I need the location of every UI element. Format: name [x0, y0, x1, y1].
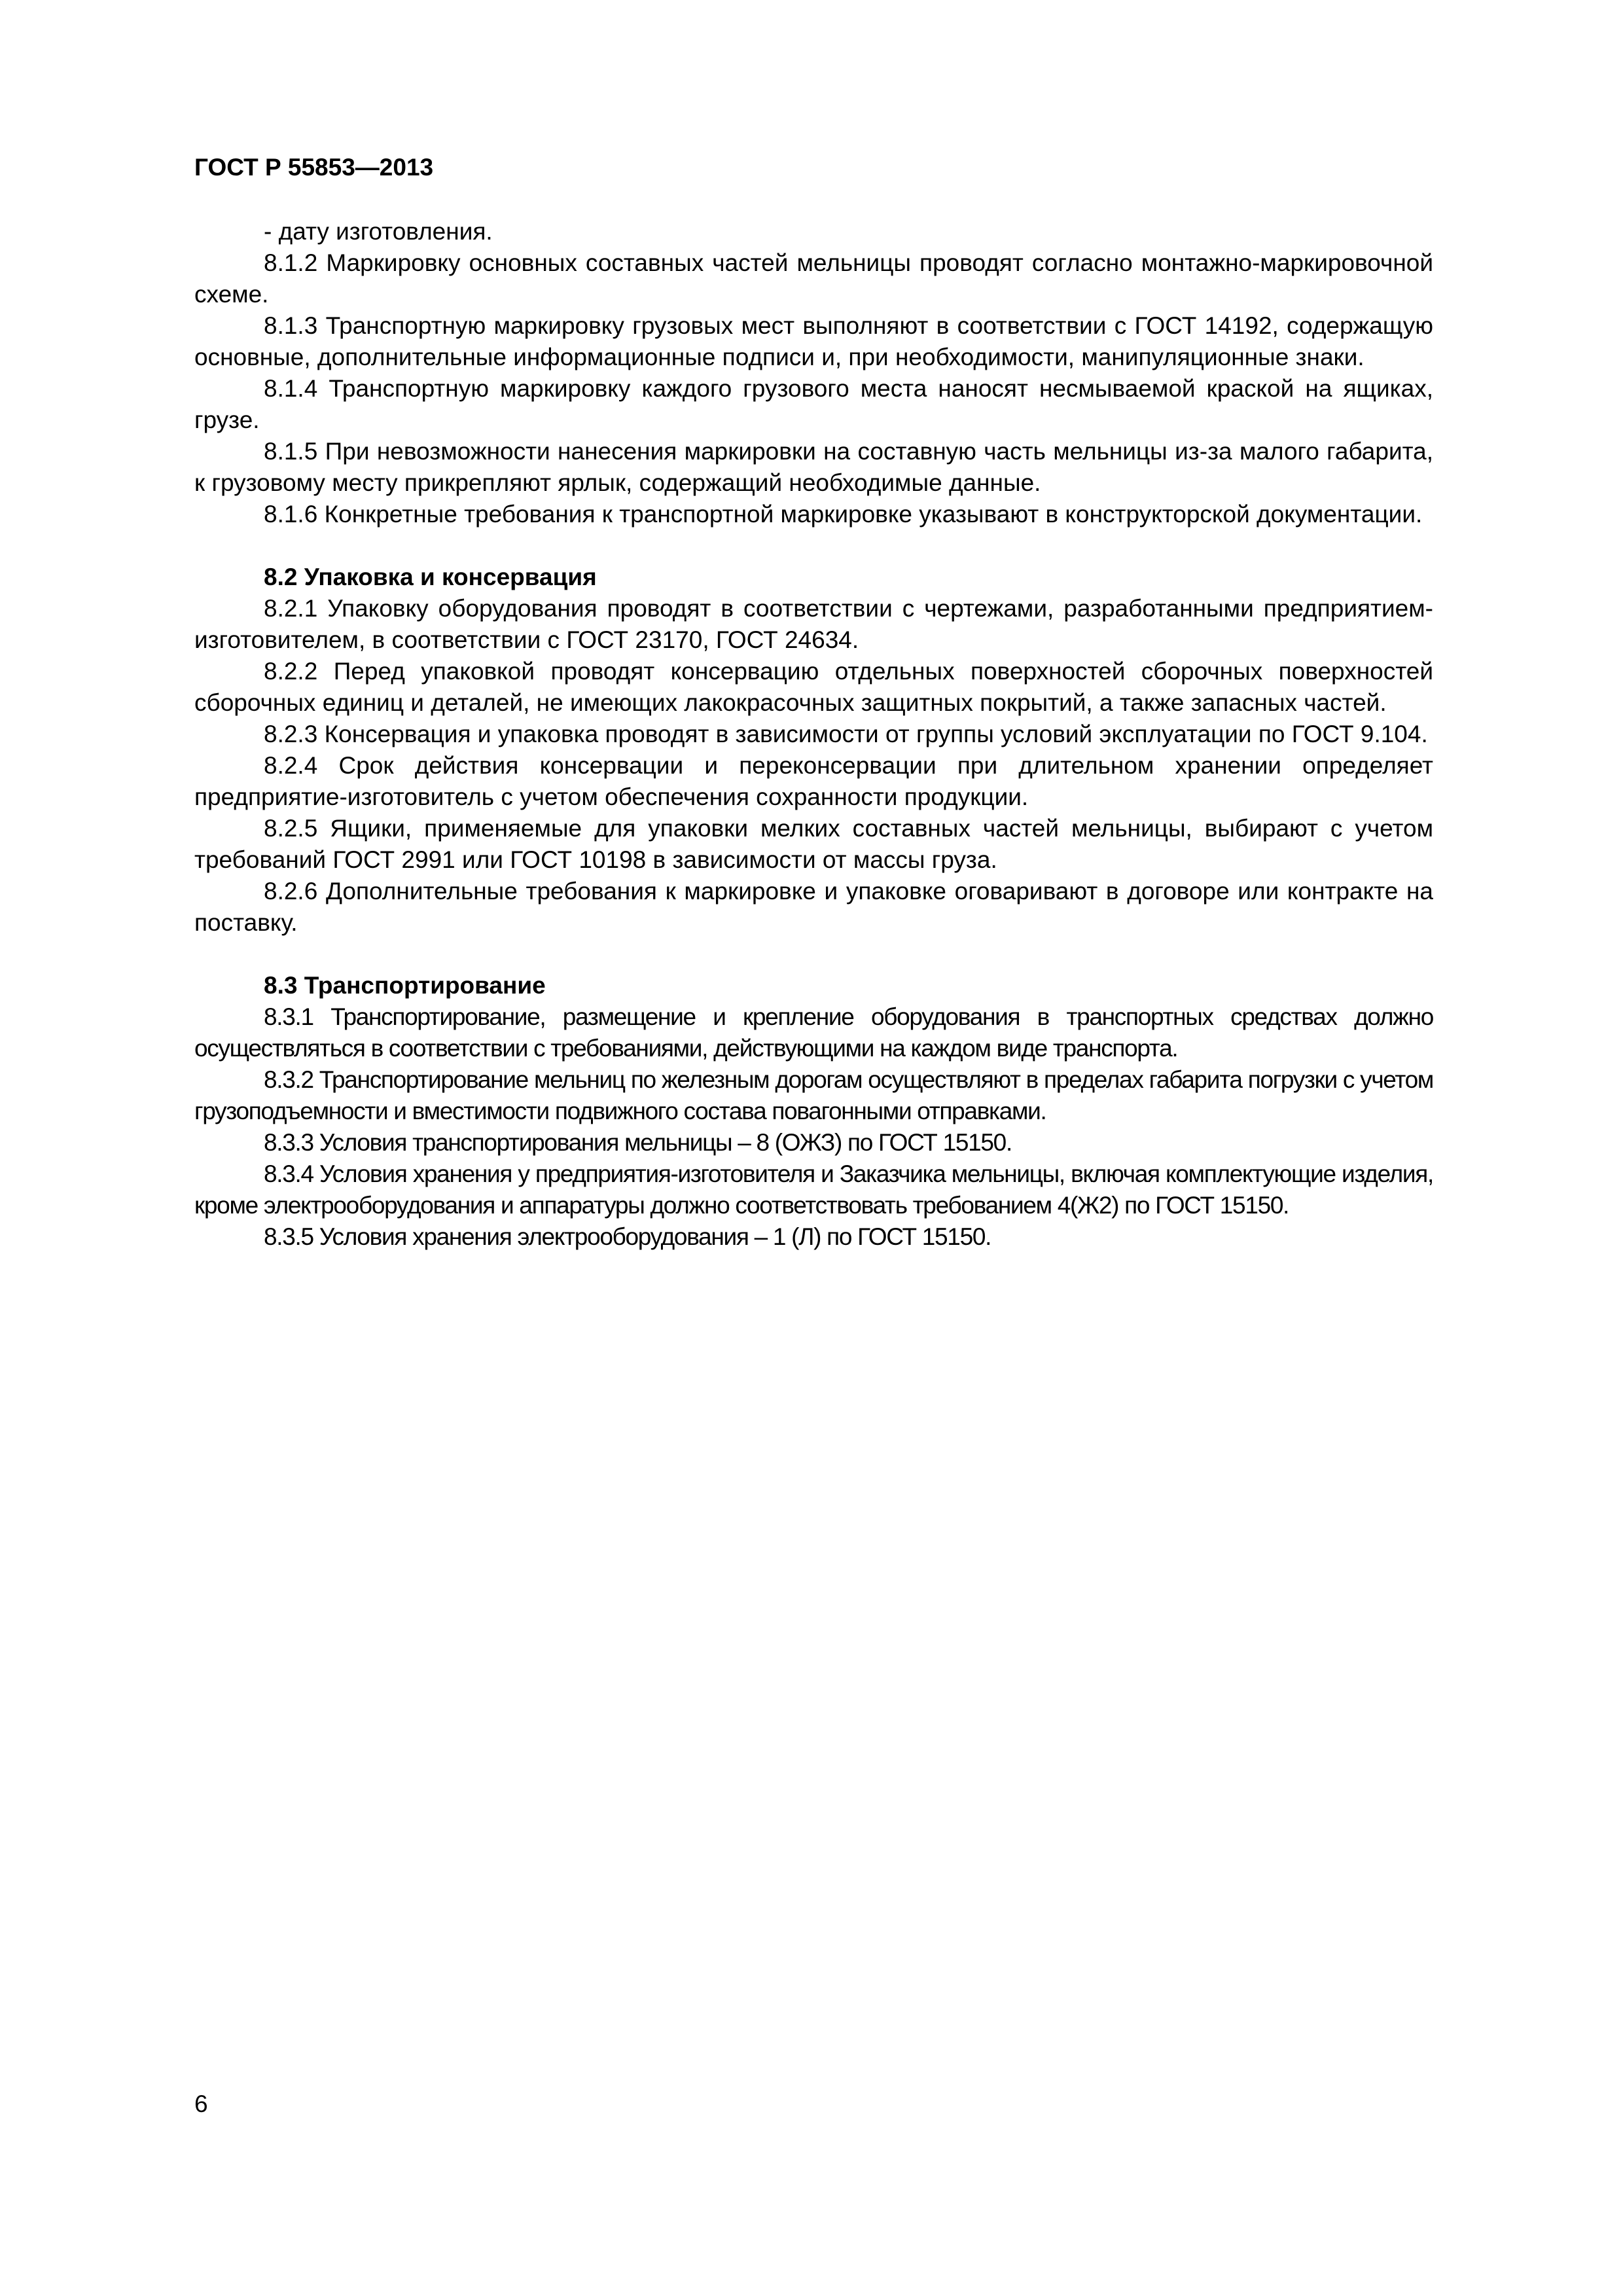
- paragraph-8-1-4: 8.1.4 Транспортную маркировку каждого грузового места наносят несмываемой краской на ящиках, грузе.: [194, 375, 1433, 433]
- section-heading-8-2: 8.2 Упаковка и консервация: [264, 564, 597, 590]
- paragraph-8-2-1: 8.2.1 Упаковку оборудования проводят в соответствии с чертежами, разработанными предприятием-изготовителем, в соответствии с ГОСТ 23170, ГОСТ 24634.: [194, 595, 1433, 653]
- paragraph-8-1-1-tail: - дату изготовления.: [264, 218, 493, 245]
- paragraph-8-2-6: 8.2.6 Дополнительные требования к маркировке и упаковке оговаривают в договоре или контракте на поставку.: [194, 878, 1433, 936]
- paragraph-8-2-2: 8.2.2 Перед упаковкой проводят консервацию отдельных поверхностей сборочных поверхностей сборочных единиц и деталей, не имеющих лакокрасочных защитных покрытий, а также запасных частей.: [194, 658, 1433, 716]
- document-header: ГОСТ Р 55853—2013: [194, 154, 434, 181]
- paragraph-8-2-5: 8.2.5 Ящики, применяемые для упаковки мелких составных частей мельницы, выбирают с учетом требований ГОСТ 2991 или ГОСТ 10198 в зависимости от массы груза.: [194, 815, 1433, 873]
- page-number: 6: [194, 2090, 208, 2117]
- paragraph-8-1-5: 8.1.5 При невозможности нанесения маркировки на составную часть мельницы из-за малого габарита, к грузовому месту прикрепляют ярлык, содержащий необходимые данные.: [194, 438, 1433, 496]
- paragraph-8-1-3: 8.1.3 Транспортную маркировку грузовых мест выполняют в соответствии с ГОСТ 14192, содержащую основные, дополнительные информационные подписи и, при необходимости, манипуляционные знаки.: [194, 312, 1433, 370]
- paragraph-8-3-2: 8.3.2 Транспортирование мельниц по железным дорогам осуществляют в пределах габарита погрузки с учетом грузоподъемности и вместимости подвижного состава повагонными отправками.: [194, 1066, 1433, 1124]
- paragraph-8-1-2: 8.1.2 Маркировку основных составных частей мельницы проводят согласно монтажно-маркировочной схеме.: [194, 249, 1433, 308]
- paragraph-8-2-4: 8.2.4 Срок действия консервации и переконсервации при длительном хранении определяет предприятие-изготовитель с учетом обеспечения сохранности продукции.: [194, 752, 1433, 810]
- section-heading-8-3: 8.3 Транспортирование: [264, 972, 546, 999]
- paragraph-8-3-5: 8.3.5 Условия хранения электрооборудования – 1 (Л) по ГОСТ 15150.: [264, 1223, 991, 1250]
- document-body: [194, 216, 1433, 1253]
- paragraph-8-3-3: 8.3.3 Условия транспортирования мельницы – 8 (ОЖЗ) по ГОСТ 15150.: [264, 1129, 1012, 1156]
- paragraph-8-3-1: 8.3.1 Транспортирование, размещение и крепление оборудования в транспортных средствах должно осуществляться в соответствии с требованиями, действующими на каждом виде транспорта.: [194, 1003, 1433, 1062]
- paragraph-8-2-3: 8.2.3 Консервация и упаковка проводят в зависимости от группы условий эксплуатации по ГОСТ 9.104.: [264, 721, 1428, 747]
- paragraph-8-1-6: 8.1.6 Конкретные требования к транспортной маркировке указывают в конструкторской документации.: [264, 501, 1423, 528]
- paragraph-8-3-4: 8.3.4 Условия хранения у предприятия-изготовителя и Заказчика мельницы, включая комплектующие изделия, кроме электрооборудования и аппаратуры должно соответствовать требованием 4(Ж2) по ГОСТ 15150.: [194, 1160, 1433, 1219]
